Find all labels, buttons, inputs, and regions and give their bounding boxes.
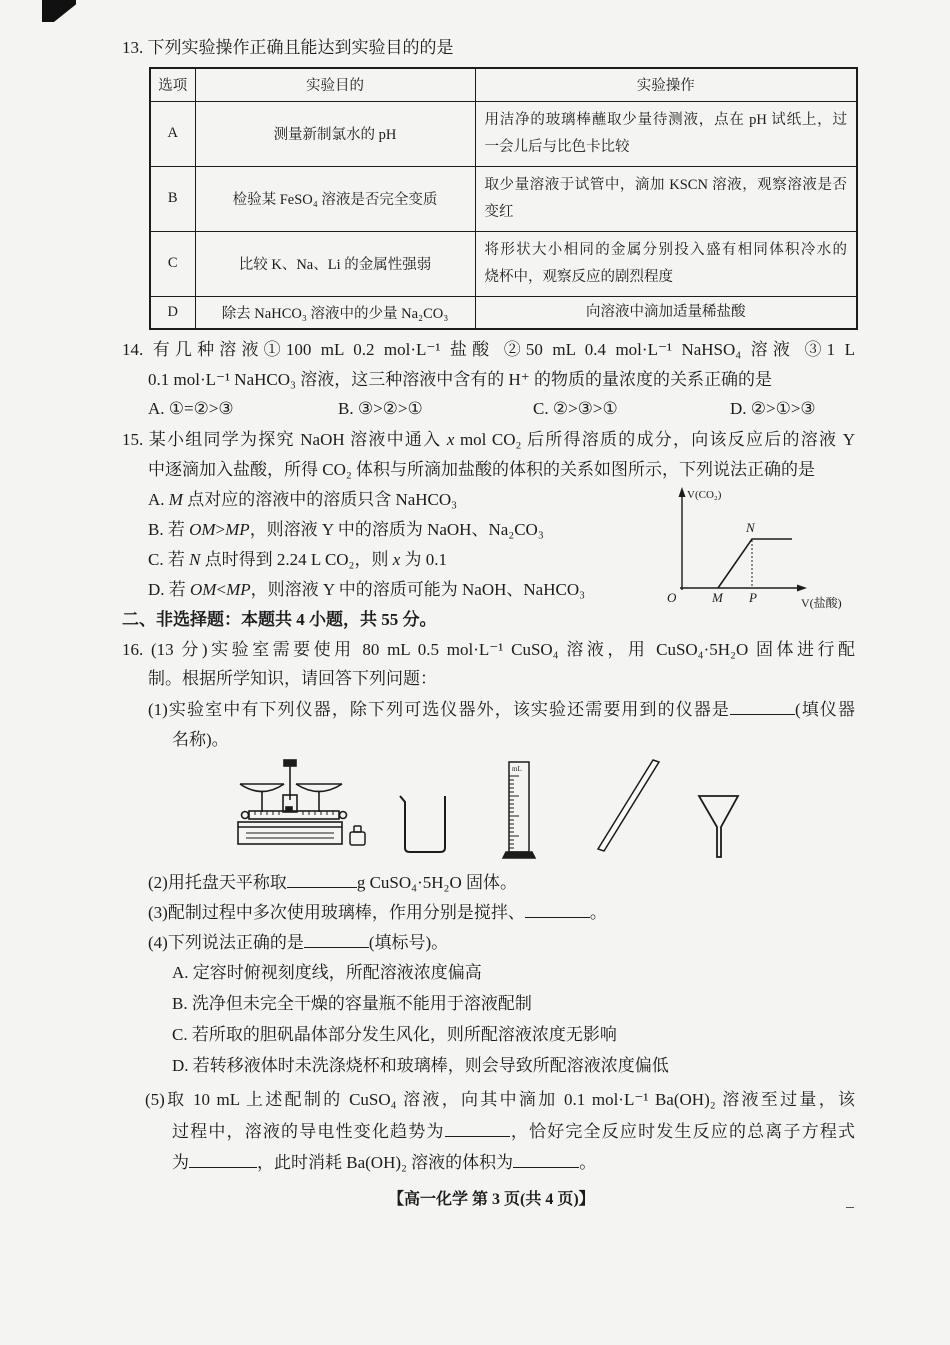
- answer-blank: [445, 1122, 510, 1137]
- operation-line: 变红: [484, 203, 514, 220]
- q15-option-b: [148, 519, 544, 541]
- q16-part4: [148, 932, 448, 954]
- q16-line1: 16. (13 分)实验室需要使用 80 mL 0.5 mol·L⁻¹ CuSO₄ 溶液，用 CuSO₄·5H₂O 固体进行配: [122, 640, 855, 659]
- answer-blank: [287, 873, 357, 888]
- x-axis-label: V(盐酸): [801, 596, 842, 610]
- weight-icon: [350, 826, 365, 845]
- q14-option-d: D. ②>①>③: [730, 399, 816, 418]
- row-operation: [475, 296, 857, 329]
- option-variable: M: [168, 490, 183, 509]
- part-text: 。: [589, 903, 607, 922]
- q16-part1: [148, 699, 855, 721]
- option-operator: <: [216, 580, 227, 599]
- option-variable: MP: [225, 520, 250, 539]
- table-header-row: [150, 68, 857, 101]
- part-text: g CuSO₄·5H₂O 固体。: [356, 873, 517, 892]
- q14-option-b: B. ③>②>①: [338, 399, 423, 418]
- operation-line: 烧杯中，观察反应的剧烈程度: [484, 268, 673, 285]
- tray-balance-icon: [238, 760, 347, 844]
- q16-part4-option-a: A. 定容时俯视刻度线，所配溶液浓度偏高: [172, 963, 482, 982]
- header-operation: 实验操作: [475, 68, 857, 101]
- q16-part5-line2: [172, 1121, 855, 1143]
- q16-part5-line3: [172, 1152, 596, 1174]
- y-axis-arrow-icon: [679, 487, 686, 497]
- row-operation: [475, 166, 857, 231]
- q14-line2: 0.1 mol·L⁻¹ NaHCO₃ 溶液，这三种溶液中含有的 H⁺ 的物质的量浓度的关系正确的是: [148, 370, 772, 389]
- option-text: ，则溶液 Y 中的溶质为 NaOH、Na₂CO₃: [249, 520, 544, 539]
- q13-table: [149, 67, 858, 330]
- part-text: (2)用托盘天平称取: [148, 873, 287, 892]
- answer-blank: [525, 903, 590, 918]
- option-variable: OM: [189, 520, 216, 539]
- part-text: 。: [579, 1153, 597, 1172]
- option-operator: >: [215, 520, 226, 539]
- point-n-label: N: [746, 520, 755, 535]
- q15-line1-text: 15. 某小组同学为探究 NaOH 溶液中通入: [122, 430, 447, 449]
- row-purpose: 除去 NaHCO₃ 溶液中的少量 Na₂CO₃: [195, 296, 475, 329]
- option-text: 点时得到 2.24 L CO₂，则: [200, 550, 393, 569]
- q15-option-d: [148, 579, 585, 601]
- operation-line: 向溶液中滴加适量稀盐酸: [586, 303, 746, 320]
- q15-line1-text: mol CO₂ 后所得溶质的成分，向该反应后的溶液 Y: [454, 430, 855, 449]
- option-text: ，则溶液 Y 中的溶质可能为 NaOH、NaHCO₃: [250, 580, 586, 599]
- funnel-icon: [699, 796, 738, 857]
- operation-line: 用洁净的玻璃棒蘸取少量待测液，点在 pH 试纸上，过: [484, 111, 847, 128]
- part-text: (1)实验室中有下列仪器，除下列可选仪器外，该实验还需要用到的仪器是: [148, 700, 731, 719]
- option-variable: N: [189, 550, 201, 569]
- section-title: 二、非选择题：本题共 4 小题，共 55 分。: [122, 610, 437, 629]
- header-option: 选项: [150, 68, 195, 101]
- row-operation: [475, 231, 857, 296]
- q15-line2: 中逐滴加入盐酸，所得 CO₂ 体积与所滴加盐酸的体积的关系如图所示，下列说法正确的是: [148, 460, 816, 479]
- table-row: [150, 231, 857, 296]
- q14-line1: 14. 有几种溶液①100 mL 0.2 mol·L⁻¹ 盐酸 ②50 mL 0.4 mol·L⁻¹ NaHSO₄ 溶液 ③1 L: [122, 340, 855, 359]
- part-text: 为: [172, 1153, 189, 1172]
- page-footer: 【高一化学 第 3 页(共 4 页)】: [388, 1191, 595, 1208]
- scan-corner-mark: [42, 0, 76, 22]
- part-text: (填标号)。: [368, 933, 449, 952]
- table-row: [150, 296, 857, 329]
- origin-label: O: [667, 590, 677, 605]
- co2-volume-graph: [660, 480, 855, 615]
- q16-part4-option-d: D. 若转移液体时未洗涤烧杯和玻璃棒，则会导致所配溶液浓度偏低: [172, 1056, 669, 1075]
- part-text: (3)配制过程中多次使用玻璃棒，作用分别是搅拌、: [148, 903, 525, 922]
- point-m-label: M: [712, 590, 723, 605]
- scan-mark: [846, 1207, 854, 1208]
- q14-option-c: C. ②>③>①: [533, 399, 618, 418]
- row-purpose: 测量新制氯水的 pH: [195, 101, 475, 166]
- option-text: D. 若: [148, 580, 191, 599]
- row-option: B: [150, 166, 195, 231]
- beaker-icon: [400, 796, 445, 852]
- row-operation: [475, 101, 857, 166]
- q16-line2: 制。根据所学知识，请回答下列问题：: [148, 669, 437, 688]
- option-variable: OM: [190, 580, 217, 599]
- row-option: A: [150, 101, 195, 166]
- option-text: C. 若: [148, 550, 190, 569]
- header-purpose: 实验目的: [195, 68, 475, 101]
- y-axis-label: V(CO₂): [687, 489, 722, 501]
- part-text: (填仪器: [795, 700, 855, 719]
- table-row: [150, 101, 857, 166]
- row-purpose: 检验某 FeSO₄ 溶液是否完全变质: [195, 166, 475, 231]
- operation-line: 一会儿后与比色卡比较: [484, 138, 630, 155]
- part-text: ，此时消耗 Ba(OH)₂ 溶液的体积为: [257, 1153, 514, 1172]
- co2-curve: [718, 539, 792, 588]
- answer-blank: [189, 1153, 257, 1168]
- q14-option-a: A. ①=②>③: [148, 399, 234, 418]
- x-axis-arrow-icon: [797, 585, 807, 592]
- q15-option-a: [148, 489, 457, 511]
- option-text: 点对应的溶液中的溶质只含 NaHCO₃: [182, 490, 458, 509]
- q16-part2: [148, 872, 517, 894]
- row-option: D: [150, 296, 195, 329]
- operation-line: 取少量溶液于试管中，滴加 KSCN 溶液，观察溶液是否: [484, 176, 847, 193]
- q13-title: 13. 下列实验操作正确且能达到实验目的的是: [122, 38, 454, 57]
- instruments-figure: [225, 752, 750, 862]
- q15-option-c: [148, 549, 447, 571]
- part-text: 过程中，溶液的导电性变化趋势为: [172, 1122, 445, 1141]
- option-text: B. 若: [148, 520, 190, 539]
- row-option: C: [150, 231, 195, 296]
- option-text: 为 0.1: [400, 550, 448, 569]
- q15-variable-x: x: [446, 430, 455, 449]
- part-text: (4)下列说法正确的是: [148, 933, 304, 952]
- q16-part4-option-c: C. 若所取的胆矾晶体部分发生风化，则所配溶液浓度无影响: [172, 1025, 617, 1044]
- q15-line1: [122, 429, 855, 451]
- point-p-label: P: [749, 590, 757, 605]
- glass-rod-icon: [598, 760, 659, 851]
- table-row: [150, 166, 857, 231]
- row-purpose: 比较 K、Na、Li 的金属性强弱: [195, 231, 475, 296]
- answer-blank: [513, 1153, 579, 1168]
- cylinder-unit-label: mL: [512, 765, 522, 773]
- answer-blank: [730, 700, 795, 715]
- option-variable: MP: [226, 580, 251, 599]
- q16-part3: [148, 902, 607, 924]
- graduated-cylinder-icon: [503, 762, 535, 858]
- option-variable: x: [392, 550, 401, 569]
- part-text: ，恰好完全反应时发生反应的总离子方程式: [509, 1122, 856, 1141]
- q16-part4-option-b: B. 洗净但未完全干燥的容量瓶不能用于溶液配制: [172, 994, 532, 1013]
- option-text: A.: [148, 490, 169, 509]
- answer-blank: [304, 933, 369, 948]
- operation-line: 将形状大小相同的金属分别投入盛有相同体积冷水的: [484, 241, 847, 258]
- q16-part5-line1: (5)取 10 mL 上述配制的 CuSO₄ 溶液，向其中滴加 0.1 mol·L⁻¹ Ba(OH)₂ 溶液至过量，该: [145, 1090, 855, 1109]
- q16-part1-continuation: 名称)。: [172, 730, 229, 749]
